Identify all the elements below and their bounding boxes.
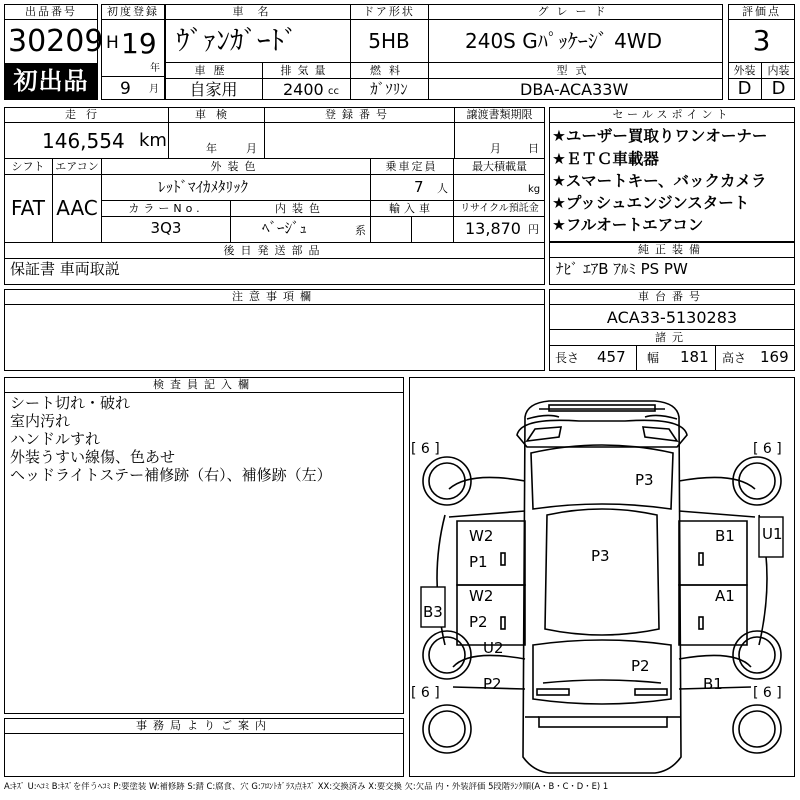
damage-mark: B3 — [423, 603, 443, 621]
equipment-value: ﾅﾋﾞ ｴｱB ｱﾙﾐ PS PW — [556, 260, 688, 278]
damage-mark: U2 — [483, 639, 504, 657]
damage-mark: B1 — [715, 527, 735, 545]
mileage-label: 走行 — [4, 107, 168, 123]
displacement-unit: cc — [328, 86, 339, 97]
recycle-label: リサイクル預託金 — [454, 201, 545, 217]
first-reg-label: 初度登録 — [101, 4, 165, 20]
ac-label: エアコン — [53, 159, 101, 175]
model-label: 型式 — [428, 63, 723, 79]
displacement-label: 排気量 — [262, 63, 350, 79]
year-value: 19 — [121, 27, 157, 60]
damage-mark: W2 — [469, 587, 494, 605]
first-listing-badge: 初出品 — [5, 63, 97, 99]
later-parts-value: 保証書 車両取説 — [10, 260, 120, 278]
grade-label: グレード — [428, 4, 723, 20]
transfer-label: 譲渡書類期限 — [454, 107, 545, 123]
legend: A:ｷｽﾞ U:ﾍｺﾐ B:ｷｽﾞを伴うﾍｺﾐ P:要塗装 W:補修跡 S:錆 C:腐食、穴 G:ﾌﾛﾝﾄｶﾞﾗｽ点ｷｽﾞ XX:交換済み X:要交換 欠:欠品 内・外装評価 5段階ﾗﾝｸ順(A・B・C・D・E) 1 — [4, 782, 609, 791]
sales-point-item: ★フルオートエアコン — [552, 216, 704, 234]
inspector-line: シート切れ・破れ — [10, 394, 131, 412]
car-name-label: 車名 — [165, 4, 350, 20]
int-color-label: 内装色 — [231, 201, 370, 217]
displacement-value: 2400 — [283, 80, 324, 99]
rating-label: 評価点 — [728, 4, 795, 20]
chassis-value: ACA33-5130283 — [606, 308, 738, 327]
inspection-label: 車検 — [168, 107, 264, 123]
car-name: ｳﾞｧﾝｶﾞｰﾄﾞ — [176, 26, 298, 57]
history-value: 自家用 — [189, 80, 238, 99]
notes-label: 注意事項欄 — [4, 289, 545, 305]
length-value: 457 — [597, 348, 626, 366]
damage-mark: U1 — [762, 525, 783, 543]
damage-mark: B1 — [703, 675, 723, 693]
era: H — [106, 33, 119, 53]
exterior-value: D — [737, 78, 752, 99]
load-label: 最大積載量 — [454, 159, 545, 175]
damage-mark: P3 — [635, 471, 654, 489]
damage-mark: W2 — [469, 527, 494, 545]
damage-mark: P2 — [483, 675, 502, 693]
inspector-line: ヘッドライトステー補修跡（右）、補修跡（左） — [10, 466, 332, 484]
width-label: 幅 — [647, 351, 660, 365]
tire-mark: [ 6 ] — [411, 441, 440, 457]
history-label: 車歴 — [165, 63, 262, 79]
inspector-line: 室内汚れ — [10, 412, 71, 430]
damage-mark: P2 — [631, 657, 650, 675]
ext-color-label: 外装色 — [102, 159, 370, 175]
capacity-unit: 人 — [437, 182, 448, 195]
model-value: DBA-ACA33W — [520, 80, 629, 99]
grade-value: 240S Gﾊﾟｯｹｰｼﾞ 4WD — [465, 29, 662, 53]
int-color-unit: 系 — [355, 224, 366, 237]
inspection-year-unit: 年 — [206, 142, 217, 155]
color-no-label: カラーNo. — [102, 201, 230, 217]
sales-point-item: ★スマートキー、バックカメラ — [552, 172, 767, 190]
capacity-value: 7 — [414, 178, 424, 196]
door-value: 5HB — [368, 29, 410, 53]
fuel-label: 燃料 — [350, 63, 428, 79]
inspector-line: ハンドルすれ — [10, 430, 101, 448]
interior-label: 内装 — [762, 63, 795, 79]
damage-mark: A1 — [715, 587, 735, 605]
shift-label: シフト — [4, 159, 52, 175]
rating-value: 3 — [752, 24, 771, 57]
int-color-value: ﾍﾞｰｼﾞｭ — [262, 219, 308, 237]
capacity-label: 乗車定員 — [370, 159, 453, 175]
inspection-month-unit: 月 — [246, 142, 257, 155]
chassis-label: 車台番号 — [549, 289, 795, 305]
sales-point-item: ★プッシュエンジンスタート — [552, 194, 750, 212]
height-label: 高さ — [722, 351, 747, 365]
sales-points-label: セールスポイント — [549, 107, 795, 123]
tire-mark: [ 6 ] — [411, 685, 440, 701]
inspector-line: 外装うすい線傷、色あせ — [10, 448, 176, 466]
tire-mark: [ 6 ] — [753, 685, 782, 701]
height-value: 169 — [760, 348, 789, 366]
month-unit: 月 — [149, 84, 159, 95]
mileage-unit: km — [139, 130, 167, 151]
recycle-unit: 円 — [528, 223, 539, 236]
lot-number-label: 出品番号 — [4, 4, 98, 20]
damage-mark: P1 — [469, 553, 488, 571]
damage-mark: P3 — [591, 547, 610, 565]
length-label: 長さ — [555, 351, 580, 365]
mileage-value: 146,554 — [42, 129, 125, 153]
import-label: 輸入車 — [370, 201, 453, 217]
inspector-label: 検査員記入欄 — [4, 377, 404, 393]
fuel-value: ｶﾞｿﾘﾝ — [370, 80, 408, 98]
office-label: 事務局よりご案内 — [4, 718, 404, 734]
reg-no-label: 登録番号 — [264, 107, 454, 123]
dims-label: 諸元 — [549, 329, 795, 346]
color-no-value: 3Q3 — [150, 219, 182, 237]
ac-value: AAC — [56, 196, 98, 220]
recycle-value: 13,870 — [465, 219, 521, 238]
transfer-day-unit: 日 — [528, 142, 539, 155]
ext-color-value: ﾚｯﾄﾞﾏｲｶﾒﾀﾘｯｸ — [158, 178, 249, 196]
equipment-label: 純正装備 — [549, 242, 795, 258]
sales-point-item: ★ＥＴＣ車載器 — [552, 150, 659, 168]
month-value: 9 — [120, 79, 131, 99]
tire-mark: [ 6 ] — [753, 441, 782, 457]
later-parts-label: 後日発送部品 — [4, 243, 545, 259]
shift-value: FAT — [10, 196, 45, 220]
year-unit: 年 — [150, 63, 160, 74]
exterior-label: 外装 — [728, 63, 761, 79]
car-diagram — [409, 377, 795, 777]
door-label: ドア形状 — [350, 4, 428, 20]
damage-mark: P2 — [469, 613, 488, 631]
lot-number: 30209 — [8, 24, 104, 59]
load-unit: kg — [528, 184, 541, 195]
sales-point-item: ★ユーザー買取りワンオーナー — [552, 127, 768, 145]
transfer-month-unit: 月 — [490, 142, 501, 155]
width-value: 181 — [680, 348, 709, 366]
interior-value: D — [771, 78, 786, 99]
